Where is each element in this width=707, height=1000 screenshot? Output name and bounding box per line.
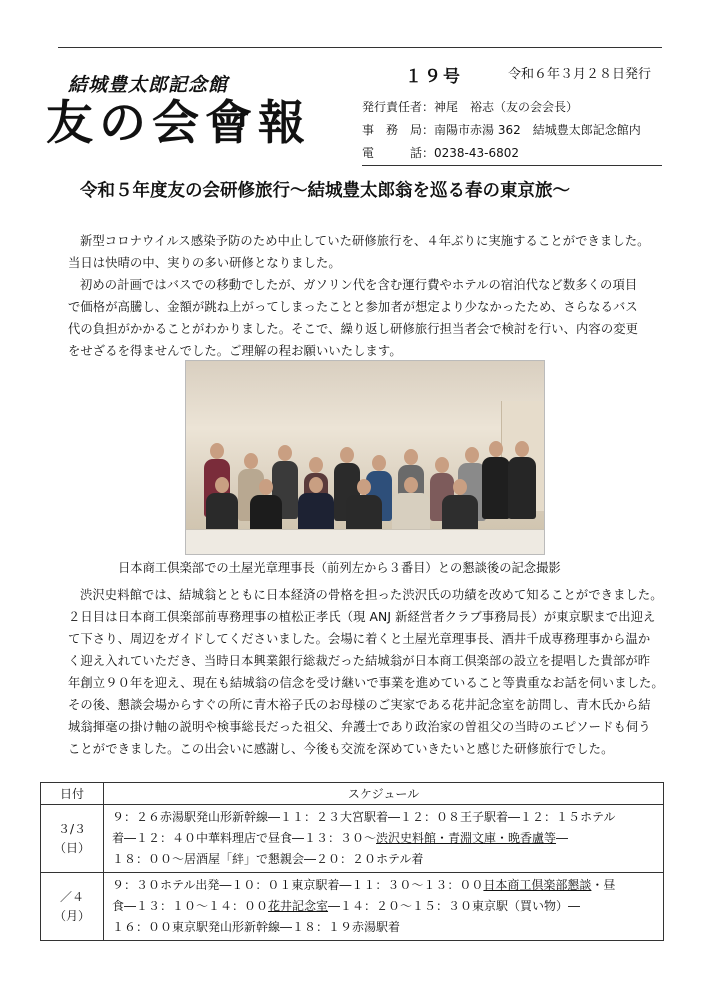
photo-head [465,447,479,463]
intro-line: 新型コロナウイルス感染予防のため中止していた研修旅行を、４年ぶりに実施することができました。 [80,234,650,248]
body-paragraph [68,584,668,760]
schedule-line: ９：２６赤湯駅発山形新幹線―１１：２３大宮駅着―１２：０８王子駅着―１２：１５ホテル [112,810,616,824]
photo-person [508,457,536,519]
body-line: く迎え入れていただき、当時日本興業銀行総裁だった結城翁が日本商工倶楽部の設立を提唱した貴部が昨 [68,654,651,668]
schedule-line [112,896,655,917]
photo-head [210,443,224,459]
photo-head [278,445,292,461]
publisher-line [362,98,578,115]
schedule-highlight: 花井記念室 [268,899,329,913]
photo-head [357,479,371,495]
schedule-date-cell [41,873,104,941]
body-line: 城翁揮毫の掛け軸の説明や検事総長だった祖父、弁護士であり政治家の曽祖父の当時のエピソードも伺う [68,720,651,734]
photo-head [515,441,529,457]
header-rule [362,165,662,166]
day-column-header: 日付 [41,783,104,805]
schedule-segment: 着―１２：４０中華料理店で昼食―１３：３０～ [112,831,377,845]
intro-line: 代の負担がかかることがわかりました。そこで、繰り返し研修旅行担当者会で検討を行い、内容の変更 [68,322,639,336]
schedule-row [41,805,664,873]
photo-person [250,495,282,533]
article-headline: 令和５年度友の会研修旅行～結城豊太郎翁を巡る春の東京旅～ [80,181,570,201]
photo-caption: 日本商工倶楽部での土屋光章理事長（前列左から３番目）との懇談後の記念撮影 [118,561,561,575]
photo-person [298,493,334,533]
photo-head [309,477,323,493]
schedule-table [40,782,664,941]
schedule-line [112,828,655,849]
photo-person [482,457,510,519]
schedule-segment: ９：３０ホテル出発―１０：０１東京駅着―１１：３０～１３：００ [112,878,484,892]
org-name: 結城豊太郎記念館 [68,74,229,96]
photo-person [206,493,238,533]
body-line: 渋沢史料館では、結城翁とともに日本経済の骨格を担った渋沢氏の功績を改めて知ることができました。 [80,588,663,602]
phone-line [362,144,519,161]
schedule-weekday: （月） [53,908,90,923]
top-rule [58,47,662,48]
intro-line: で価格が高騰し、金額が跳ね上がってしまったことと参加者が想定より少なかったため、さらなるバス [68,300,638,314]
photo-head [489,441,503,457]
photo-head [215,477,229,493]
schedule-detail-cell [104,873,664,941]
photo-head [244,453,258,469]
intro-paragraph [68,230,668,362]
phone-value: 0238-43-6802 [434,146,520,160]
photo-head [453,479,467,495]
schedule-row [41,873,664,941]
schedule-date: ／４ [59,889,84,904]
photo-person [346,495,382,533]
intro-line: 初めの計画ではバスでの移動でしたが、ガソリン代を含む運行費やホテルの宿泊代など数多くの項目 [80,278,638,292]
body-line: ことができました。この出会いに感謝し、今後も交流を深めていきたいと感じた研修旅行でした。 [68,742,614,756]
group-photo [185,360,545,555]
body-line: て下さり、周辺をガイドしてくださいました。会場に着くと土屋光章理事長、酒井千成専務理事から温か [68,632,651,646]
schedule-date-cell [41,805,104,873]
newsletter-title: 友の会會報 [46,96,311,151]
photo-person [392,493,430,533]
intro-line: 当日は快晴の中、実りの多い研修となりました。 [68,256,341,270]
issue-date: 令和６年３月２８日発行 [508,67,652,82]
schedule-highlight: 日本商工倶楽部懇談 [483,878,592,892]
schedule-segment: ― [556,831,569,845]
schedule-segment: 食―１３：１０～１４：００ [112,899,269,913]
office-value: 南陽市赤湯 362 結城豊太郎記念館内 [434,123,641,137]
schedule-date: ３/３ [57,821,87,836]
photo-person [442,495,478,533]
schedule-header-row [41,783,664,805]
body-line: その後、懇談会場からすぐの所に青木裕子氏のお母様のご実家である花井記念室を訪問し、青木氏から結 [68,698,651,712]
schedule-segment: ―１４：２０～１５：３０東京駅（買い物）― [328,899,581,913]
office-label: 事 務 局： [362,123,435,137]
schedule-detail-cell [104,805,664,873]
photo-head [372,455,386,471]
publisher-label: 発行責任者： [362,100,435,114]
schedule-line: １６：００東京駅発山形新幹線―１８：１９赤湯駅着 [112,920,401,934]
intro-line: をせざるを得ませんでした。ご理解の程お願いいたします。 [68,344,402,358]
schedule-segment: ・昼 [591,878,616,892]
photo-head [404,449,418,465]
schedule-line: １８：００～居酒屋「絆」で懇親会―２０：２０ホテル着 [112,852,424,866]
office-line [362,121,641,138]
photo-head [404,477,418,493]
phone-label: 電 話： [362,146,435,160]
publisher-value: 神尾 裕志（友の会会長） [434,100,579,114]
photo-head [340,447,354,463]
body-line: 年創立９０年を迎え、現在も結城翁の信念を受け継いで事業を進めていること等貴重なお話を伺いました。 [68,676,664,690]
photo-head [259,479,273,495]
schedule-column-header: スケジュール [104,783,664,805]
schedule-highlight: 渋沢史料館・青淵文庫・晩香盧等 [376,831,557,845]
schedule-weekday: （日） [53,840,90,855]
photo-table [186,529,544,554]
photo-head [435,457,449,473]
issue-number: １９号 [405,67,462,87]
body-line: ２日目は日本商工倶楽部前専務理事の植松正孝氏（現 ANJ 新経営者クラブ事務局長）が東京駅まで出迎え [68,610,656,624]
photo-head [309,457,323,473]
schedule-line [112,875,655,896]
